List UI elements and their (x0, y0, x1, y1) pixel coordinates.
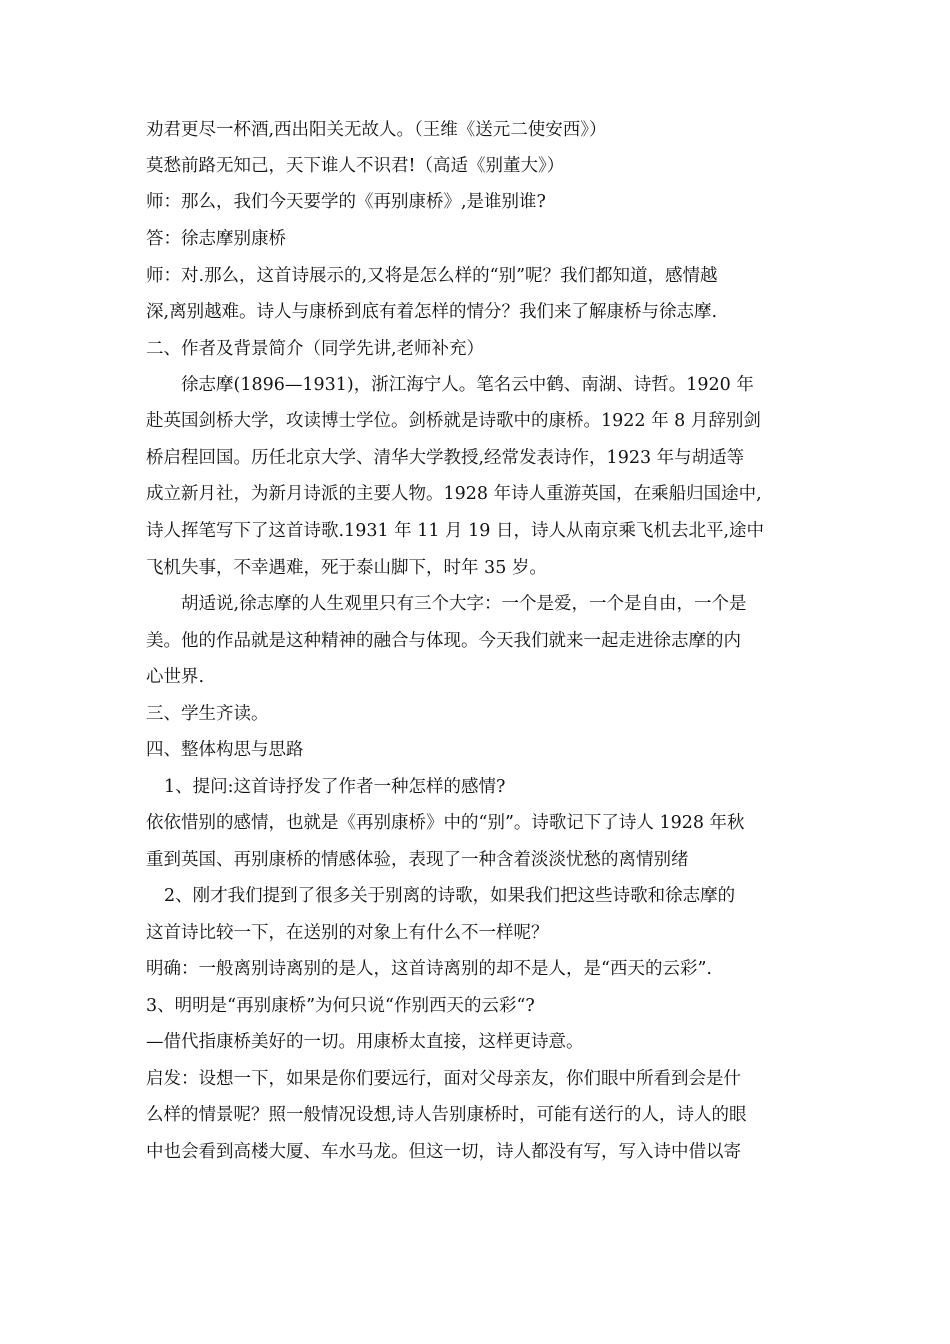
text-line: 依依惜别的感情，也就是《再别康桥》中的“别”。诗歌记下了诗人 1928 年秋 (146, 813, 745, 833)
text-line: 诗人挥笔写下了这首诗歌.1931 年 11 月 19 日，诗人从南京乘飞机去北平,途中 (146, 521, 765, 541)
text-line: 心世界. (146, 667, 205, 687)
text-line: 劝君更尽一杯酒,西出阳关无故人。（王维《送元二使安西》） (146, 120, 607, 140)
text-line: 赴英国剑桥大学，攻读博士学位。剑桥就是诗歌中的康桥。1922 年 8 月辞别剑 (146, 411, 761, 431)
text-line: —借代指康桥美好的一切。用康桥太直接，这样更诗意。 (146, 1032, 584, 1052)
text-line: 桥启程回国。历任北京大学、清华大学教授,经常发表诗作，1923 年与胡适等 (146, 448, 745, 468)
text-line: 1、提问:这首诗抒发了作者一种怎样的感情? (164, 777, 506, 797)
text-line: 2、刚才我们提到了很多关于别离的诗歌，如果我们把这些诗歌和徐志摩的 (164, 886, 736, 906)
text-line: 么样的情景呢？照一般情况设想,诗人告别康桥时，可能有送行的人，诗人的眼 (146, 1105, 747, 1125)
text-line: 启发：设想一下，如果是你们要远行，面对父母亲友，你们眼中所看到会是什 (146, 1069, 741, 1089)
text-line: 师：那么，我们今天要学的《再别康桥》,是谁别谁? (146, 192, 546, 212)
text-line: 3、明明是“再别康桥”为何只说“作别西天的云彩“? (146, 996, 535, 1016)
text-line: 美。他的作品就是这种精神的融合与体现。今天我们就来一起走进徐志摩的内 (146, 631, 741, 651)
text-line: 徐志摩(1896—1931)，浙江海宁人。笔名云中鹤、南湖、诗哲。1920 年 (181, 375, 754, 395)
section-heading: 二、作者及背景简介（同学先讲,老师补充） (146, 339, 485, 359)
text-line: 成立新月社，为新月诗派的主要人物。1928 年诗人重游英国，在乘船归国途中, (146, 484, 762, 504)
text-line: 重到英国、再别康桥的情感体验，表现了一种含着淡淡忧愁的离情别绪 (146, 850, 689, 870)
text-line: 胡适说,徐志摩的人生观里只有三个大字：一个是爱，一个是自由，一个是 (181, 594, 747, 614)
text-line: 中也会看到高楼大厦、车水马龙。但这一切，诗人都没有写，写入诗中借以寄 (146, 1142, 741, 1162)
text-line: 答：徐志摩别康桥 (146, 229, 286, 249)
section-heading: 四、整体构思与思路 (146, 740, 304, 760)
section-heading: 三、学生齐读。 (146, 704, 269, 724)
text-line: 师：对.那么，这首诗展示的,又将是怎么样的“别”呢？我们都知道，感情越 (146, 266, 718, 286)
text-line: 深,离别越难。诗人与康桥到底有着怎样的情分？我们来了解康桥与徐志摩. (146, 302, 718, 322)
text-line: 飞机失事，不幸遇难，死于泰山脚下，时年 35 岁。 (146, 558, 547, 578)
text-line: 明确：一般离别诗离别的是人，这首诗离别的却不是人，是“西天的云彩”. (146, 959, 712, 979)
text-line: 莫愁前路无知己，天下谁人不识君!（高适《别董大》） (146, 156, 565, 176)
text-line: 这首诗比较一下，在送别的对象上有什么不一样呢？ (146, 923, 549, 943)
